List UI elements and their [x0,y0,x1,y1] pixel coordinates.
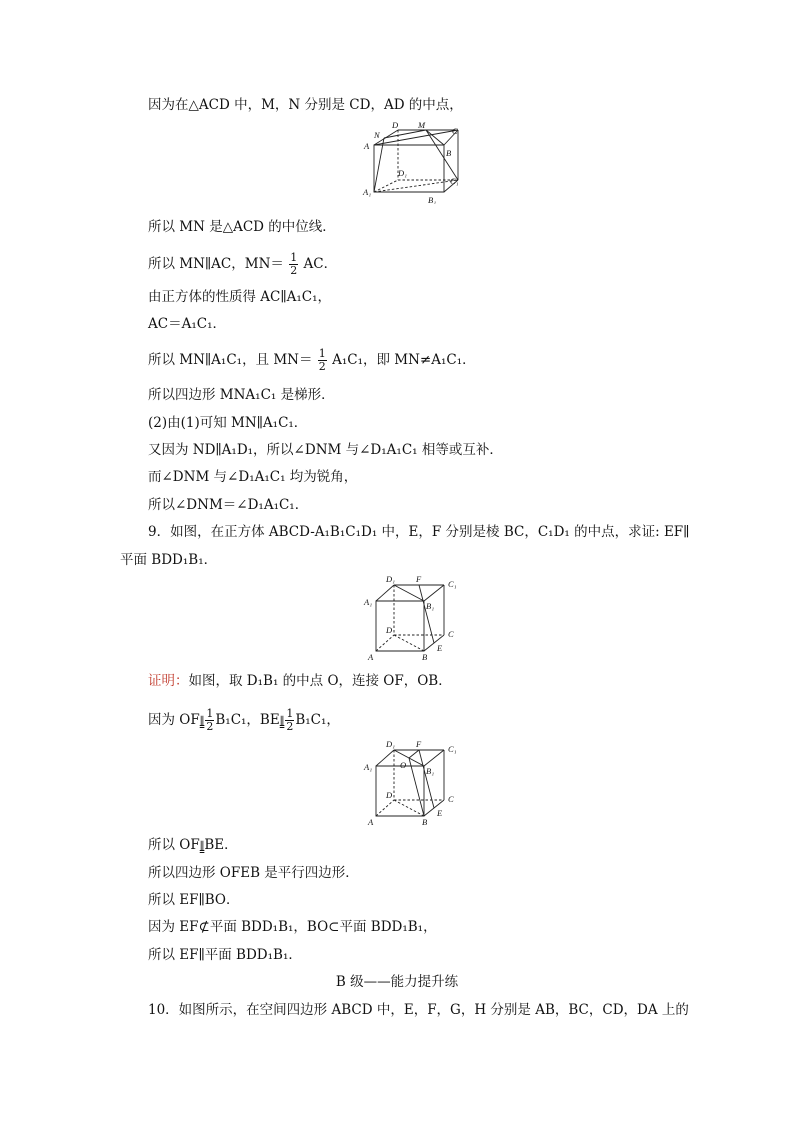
equal-parallel-symbol: ∥ [199,716,205,727]
text-segment: A₁C₁，即 MN≠A₁C₁． [332,352,476,368]
text-line: (2)由(1)可知 MN∥A₁C₁． [148,415,308,431]
text-line: 所以∠DNM＝∠D₁A₁C₁． [148,497,309,513]
label-D1: D₁ [386,574,396,584]
proof-line-4: 所以四边形 OFEB 是平行四边形． [148,865,359,881]
cube-figure-3 [362,738,462,828]
equal-parallel-symbol: ∥ [199,841,205,852]
label-A: A [368,817,374,827]
fraction-denominator: 2 [290,264,298,277]
proof-line-1 [148,672,452,690]
label-D1: D₁ [398,168,408,178]
text-line: AC＝A₁C₁． [148,316,226,332]
proof-colon: ： [175,673,189,689]
text-segment: 所以 MN∥AC，MN＝ [148,256,284,272]
section-heading: B 级——能力提升练 [335,974,459,990]
label-C: C [448,794,454,804]
fraction-denominator: 2 [286,720,294,733]
label-A1: A₁ [364,762,373,772]
label-D1: D₁ [386,739,396,749]
text-line: 所以四边形 MNA₁C₁ 是梯形． [148,387,335,403]
fraction-numerator: 1 [318,347,326,360]
label-N: N [374,130,380,140]
text-segment: AC． [303,256,338,272]
equal-parallel-symbol: ∥ [279,716,285,727]
label-B: B [422,652,428,662]
label-M: M [418,120,426,130]
proof-line-5: 所以 EF∥BO． [148,892,240,908]
label-A: A [364,141,370,151]
fraction-denominator: 2 [206,720,214,733]
text-line: 因为在△ACD 中，M，N 分别是 CD，AD 的中点， [148,97,463,113]
text-segment: 因为 OF [148,712,200,728]
proof-line-2 [148,708,340,733]
text-line: 又因为 ND∥A₁D₁，所以∠DNM 与∠D₁A₁C₁ 相等或互补． [148,442,503,458]
text-segment: 所以 MN∥A₁C₁，且 MN＝ [148,352,313,368]
fraction-denominator: 2 [318,360,326,373]
fraction [318,348,327,373]
text-segment: BE． [204,837,238,853]
label-B: B [422,817,428,827]
label-B: B [446,148,452,158]
text-line: 所以 MN 是△ACD 的中位线． [148,219,336,235]
label-C1: C₁ [448,579,457,589]
fraction [285,708,294,733]
proof-line-7: 所以 EF∥平面 BDD₁B₁． [148,947,302,963]
text-line-with-fraction [148,252,337,277]
label-C: C [448,629,454,639]
text-segment: B₁C₁，BE [215,712,280,728]
label-D: D [386,790,393,800]
fraction-numerator: 1 [206,707,214,720]
fraction [289,252,298,277]
label-C1: C₁ [448,744,457,754]
label-A1: A₁ [364,597,373,607]
proof-line-3 [148,836,238,856]
question-9-line-1: 9．如图，在正方体 ABCD-A₁B₁C₁D₁ 中，E，F 分别是棱 BC，C₁D₁ 的中点，求证: EF∥ [148,524,690,540]
proof-line-6: 因为 EF⊄平面 BDD₁B₁，BO⊂平面 BDD₁B₁， [148,919,437,935]
text-line: 而∠DNM 与∠D₁A₁C₁ 均为锐角， [148,469,358,485]
text-segment: 所以 OF [148,837,200,853]
fraction-numerator: 1 [286,707,294,720]
label-B1: B₁ [428,195,437,204]
label-B1: B₁ [426,601,435,611]
label-A: A [368,652,374,662]
question-9-line-2: 平面 BDD₁B₁． [120,552,218,568]
cube-figure-1 [362,120,462,204]
question-10-line-1: 10．如图所示，在空间四边形 ABCD 中，E，F，G，H 分别是 AB，BC，CD，DA 上的 [148,1002,689,1018]
label-A1: A₁ [363,187,372,197]
cube-figure-2 [362,573,462,663]
text-line-with-fraction [148,348,476,373]
label-C: C [452,126,458,136]
text-line: 由正方体的性质得 AC∥A₁C₁， [148,289,332,305]
text-segment: B₁C₁， [295,712,340,728]
label-F: F [416,574,422,584]
label-O: O [400,760,407,770]
proof-label: 证明 [148,673,175,689]
label-E: E [437,808,443,818]
fraction [205,708,214,733]
label-B1: B₁ [426,766,435,776]
text-segment: 如图，取 D₁B₁ 的中点 O，连接 OF，OB． [188,673,452,689]
label-D: D [392,120,399,130]
fraction-numerator: 1 [290,251,298,264]
label-F: F [416,739,422,749]
label-C1: C₁ [450,176,459,186]
label-E: E [437,643,443,653]
label-D: D [386,625,393,635]
